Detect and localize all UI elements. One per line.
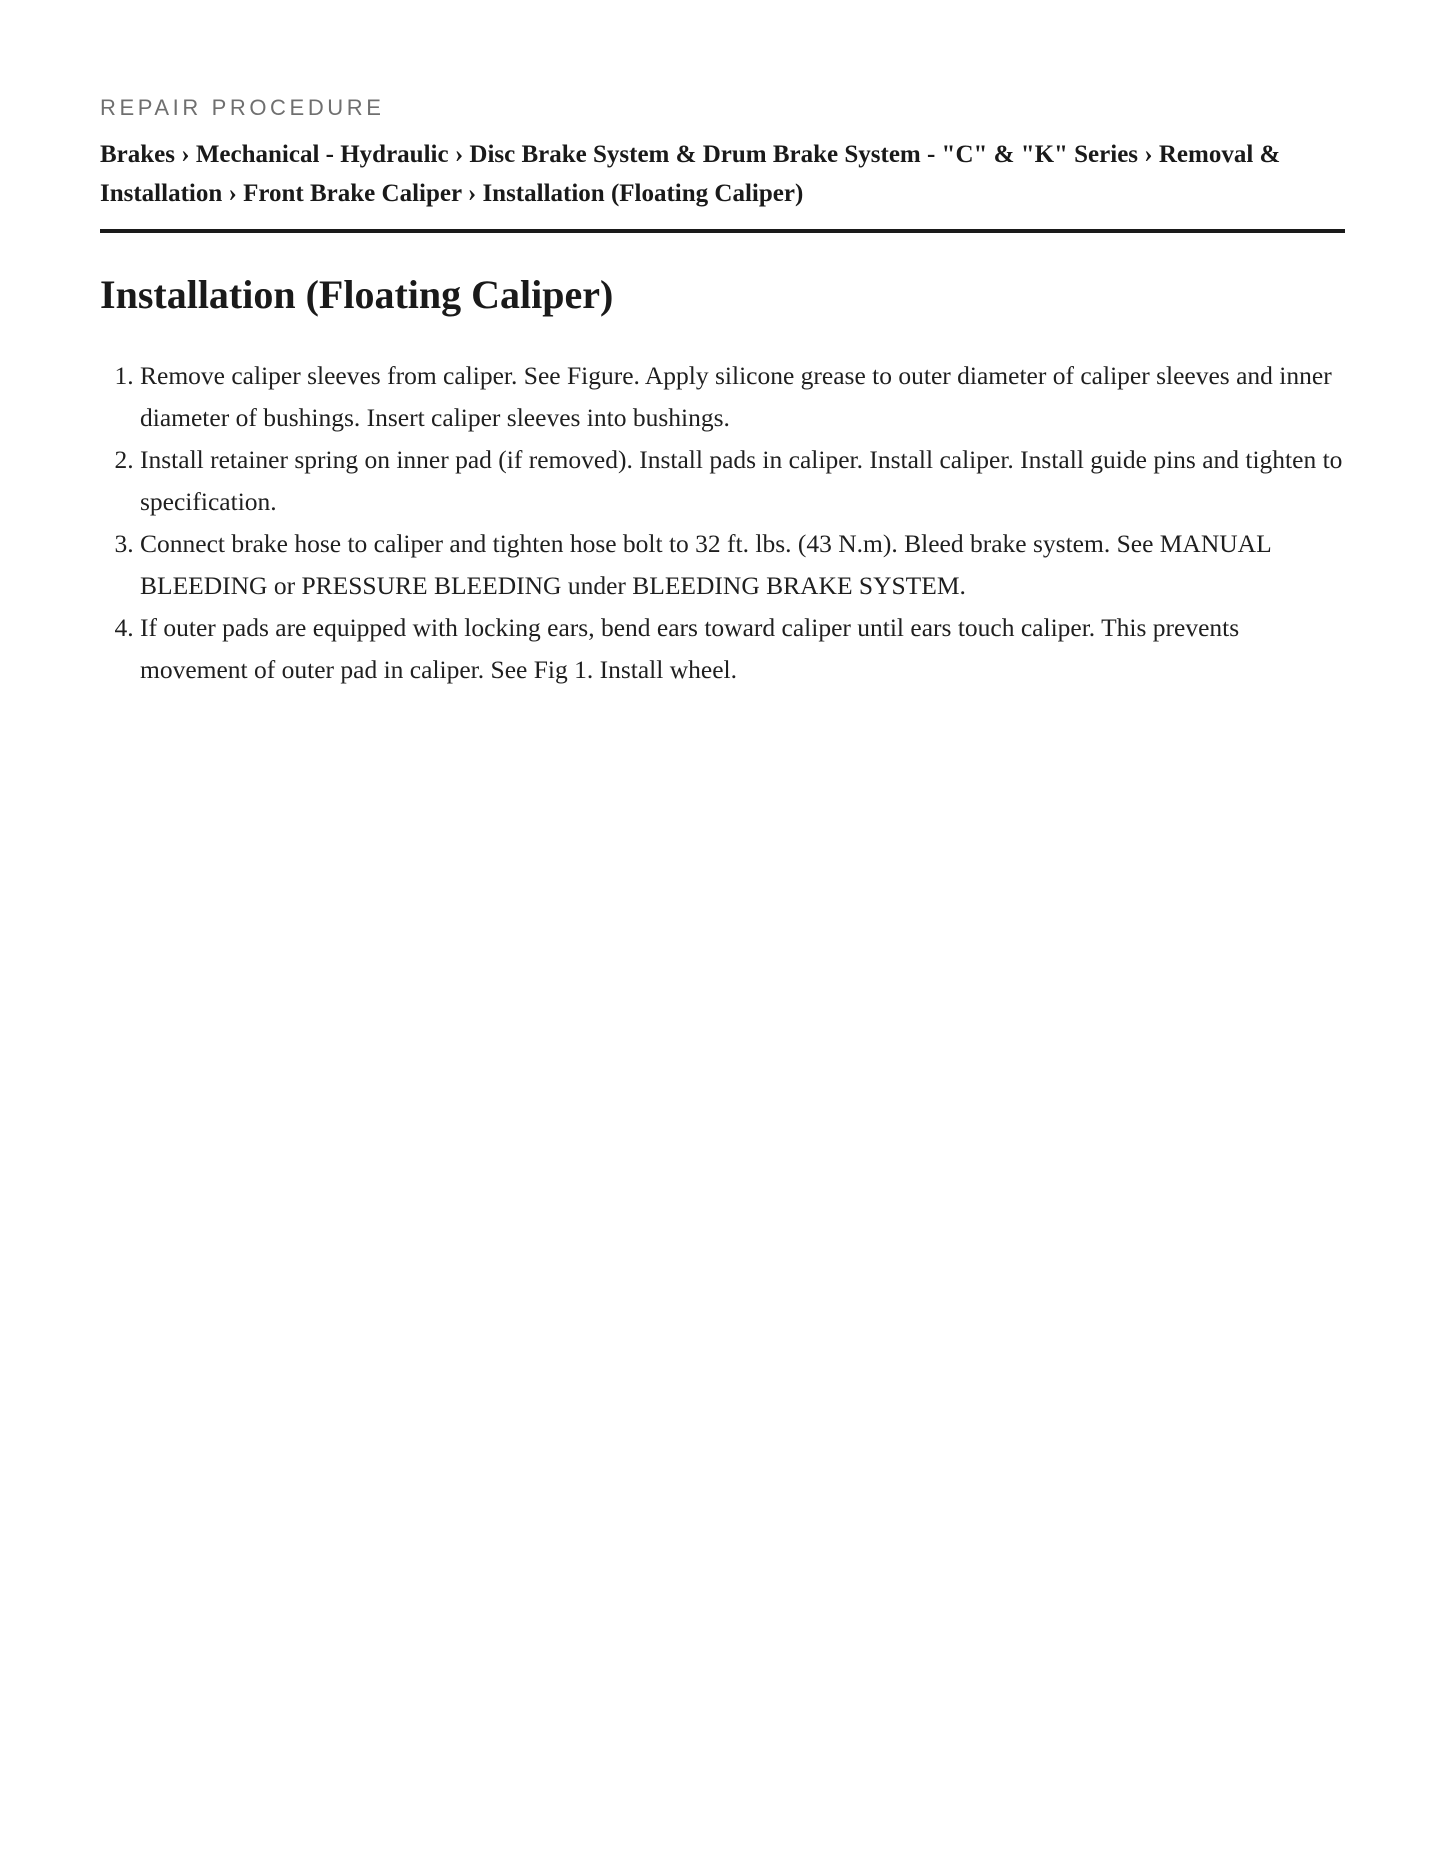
document-page [100, 0, 1345, 691]
page-title: Installation (Floating Caliper) [100, 272, 614, 317]
breadcrumb-separator: › [1144, 141, 1153, 168]
breadcrumb-item-removal-installation[interactable]: Removal & Installation [100, 141, 1281, 207]
breadcrumb-item-mechanical-hydraulic[interactable]: Mechanical - Hydraulic [195, 141, 449, 168]
breadcrumb [100, 135, 1345, 233]
procedure-step-2: 2. Install retainer spring on inner pad (if removed). Install pads in caliper. Install caliper. Install guide pins and tighten to specification. [140, 439, 1345, 523]
breadcrumb-item-brakes[interactable]: Brakes [100, 141, 175, 168]
breadcrumb-separator: › [454, 141, 464, 168]
section-kicker: REPAIR PROCEDURE [100, 95, 385, 120]
breadcrumb-separator: › [181, 141, 190, 168]
breadcrumb-separator: › [467, 180, 477, 207]
breadcrumb-item-front-brake-caliper[interactable]: Front Brake Caliper [243, 180, 462, 207]
breadcrumb-item-disc-drum-brake-system[interactable]: Disc Brake System & Drum Brake System - "C" & "K" Series [469, 141, 1139, 168]
procedure-step-1: 1. Remove caliper sleeves from caliper. See Figure. Apply silicone grease to outer diameter of caliper sleeves and inner diameter of bushings. Insert caliper sleeves into bushings. [140, 355, 1345, 439]
procedure-step-4: 4. If outer pads are equipped with locking ears, bend ears toward caliper until ears touch caliper. This prevents movement of outer pad in caliper. See Fig 1. Install wheel. [140, 607, 1345, 691]
breadcrumb-item-current: Installation (Floating Caliper) [482, 180, 804, 207]
breadcrumb-separator: › [228, 180, 237, 207]
procedure-step-3: 3. Connect brake hose to caliper and tighten hose bolt to 32 ft. lbs. (43 N.m). Bleed brake system. See MANUAL BLEEDING or PRESSURE BLEEDING under BLEEDING BRAKE SYSTEM. [140, 523, 1345, 607]
procedure-steps [100, 355, 1345, 691]
